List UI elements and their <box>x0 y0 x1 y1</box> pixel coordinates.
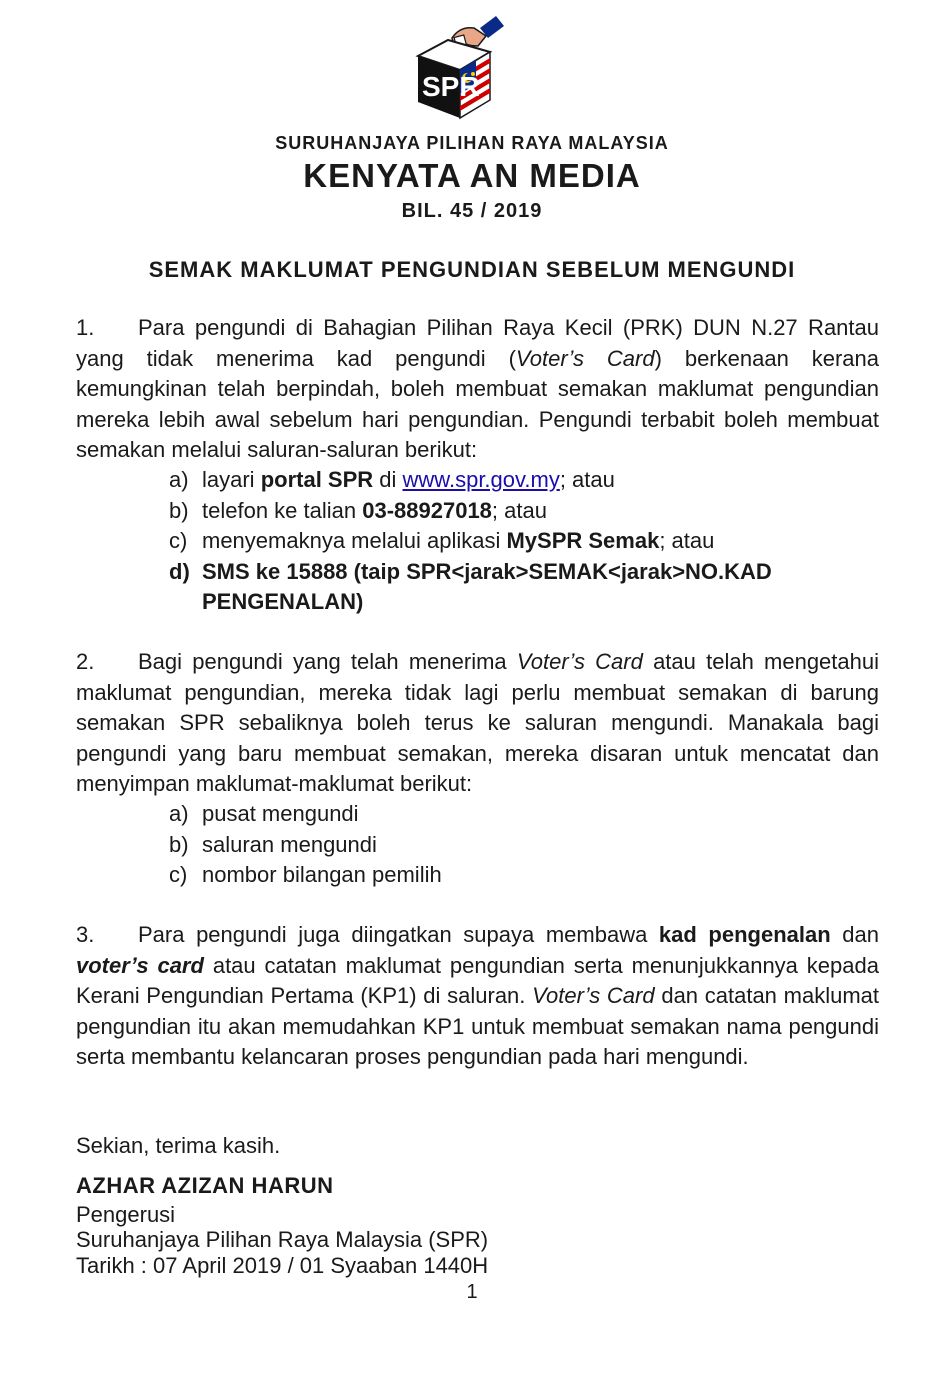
check-channels-list <box>169 465 879 618</box>
paragraph-text: Para pengundi juga diingatkan supaya membawa <box>138 922 659 947</box>
signer-name: AZHAR AZIZAN HARUN <box>76 1173 334 1198</box>
list-item <box>169 496 879 527</box>
document-type: KENYATA AN MEDIA <box>303 157 641 194</box>
paragraph-text: dan catatan maklumat pengundian itu akan memudahkan KP1 untuk membuat semakan nama pengundi serta membantu kelancaran proses pengundian pada hari mengundi. <box>76 983 879 1069</box>
list-bold: portal SPR <box>260 467 374 492</box>
paragraph-1 <box>76 313 879 466</box>
list-text: ; atau <box>659 528 715 553</box>
id-card-term: kad pengenalan <box>658 922 831 947</box>
phone-number: 03-88927018 <box>362 497 492 523</box>
list-letter: a) <box>169 467 189 492</box>
list-item <box>169 465 879 496</box>
list-text: ; atau <box>491 497 547 523</box>
paragraph-number: 3. <box>76 922 95 947</box>
document-number: BIL. 45 / 2019 <box>401 200 543 222</box>
organization-name: SURUHANJAYA PILIHAN RAYA MALAYSIA <box>275 133 669 153</box>
list-text: menyemaknya melalui aplikasi <box>202 528 507 553</box>
list-item <box>169 830 879 861</box>
paragraph-text: Bagi pengundi yang telah menerima <box>138 649 517 674</box>
list-text: di <box>373 467 403 492</box>
list-text: pusat mengundi <box>202 801 359 826</box>
page-number: 1 <box>466 1281 478 1303</box>
list-letter: c) <box>169 528 188 553</box>
sms-instruction: SMS ke 15888 (taip SPR<jarak>SEMAK<jarak>NO.KAD PENGENALAN) <box>202 558 772 614</box>
paragraph-number: 2. <box>76 649 95 674</box>
list-letter: d) <box>169 558 190 584</box>
voters-card-term: voter’s card <box>76 952 204 978</box>
paragraph-number: 1. <box>76 315 95 340</box>
document-date: Tarikh : 07 April 2019 / 01 Syaaban 1440H <box>76 1253 489 1278</box>
list-item <box>169 799 879 830</box>
list-item <box>169 860 879 891</box>
list-item <box>169 526 879 557</box>
list-letter: b) <box>169 831 189 857</box>
paragraph-text: atau telah mengetahui maklumat pengundian, mereka tidak lagi perlu membuat semakan di barung semakan SPR sebaliknya boleh terus ke saluran mengundi. Manakala bagi pengundi yang baru membuat semakan, mereka disaran untuk mencatat dan menyimpan maklumat-maklumat berikut: <box>76 649 880 796</box>
list-text: saluran mengundi <box>202 831 377 857</box>
app-name: MySPR Semak <box>506 528 660 553</box>
paragraph-text: Para pengundi di Bahagian Pilihan Raya Kecil (PRK) DUN N.27 Rantau yang tidak menerima kad pengundi ( <box>76 315 879 371</box>
signer-title: Pengerusi <box>76 1202 176 1227</box>
list-letter: a) <box>169 801 189 826</box>
list-text: telefon ke talian <box>202 497 363 523</box>
closing-text: Sekian, terima kasih. <box>76 1133 281 1158</box>
voters-card-term: Voter’s Card <box>532 983 655 1008</box>
voters-card-term: Voter’s Card <box>516 649 643 674</box>
paragraph-text: ) berkenaan kerana kemungkinan telah berpindah, boleh membuat semakan maklumat pengundian mereka lebih awal sebelum hari pengundian. Pengundi terbabit boleh membuat semakan melalui saluran-saluran berikut: <box>76 345 879 462</box>
list-text: nombor bilangan pemilih <box>202 862 442 887</box>
spr-website-link[interactable]: www.spr.gov.my <box>402 467 560 492</box>
headline: SEMAK MAKLUMAT PENGUNDIAN SEBELUM MENGUNDI <box>148 257 796 282</box>
paragraph-text: dan <box>830 922 879 947</box>
list-text: ; atau <box>559 467 615 492</box>
voting-info-list <box>169 799 879 891</box>
logo-text: SPR <box>422 71 480 102</box>
spr-logo <box>408 12 512 124</box>
paragraph-text: atau catatan maklumat pengundian serta menunjukkannya kepada Kerani Pengundian Pertama (KP1) di saluran. <box>76 952 879 1008</box>
paragraph-2 <box>76 647 879 800</box>
signer-organization: Suruhanjaya Pilihan Raya Malaysia (SPR) <box>76 1227 489 1252</box>
list-item <box>169 557 879 618</box>
voters-card-term: Voter’s Card <box>515 345 655 371</box>
paragraph-3 <box>76 920 879 1073</box>
list-letter: c) <box>169 862 188 887</box>
list-letter: b) <box>169 497 189 523</box>
list-text: layari <box>202 467 261 492</box>
